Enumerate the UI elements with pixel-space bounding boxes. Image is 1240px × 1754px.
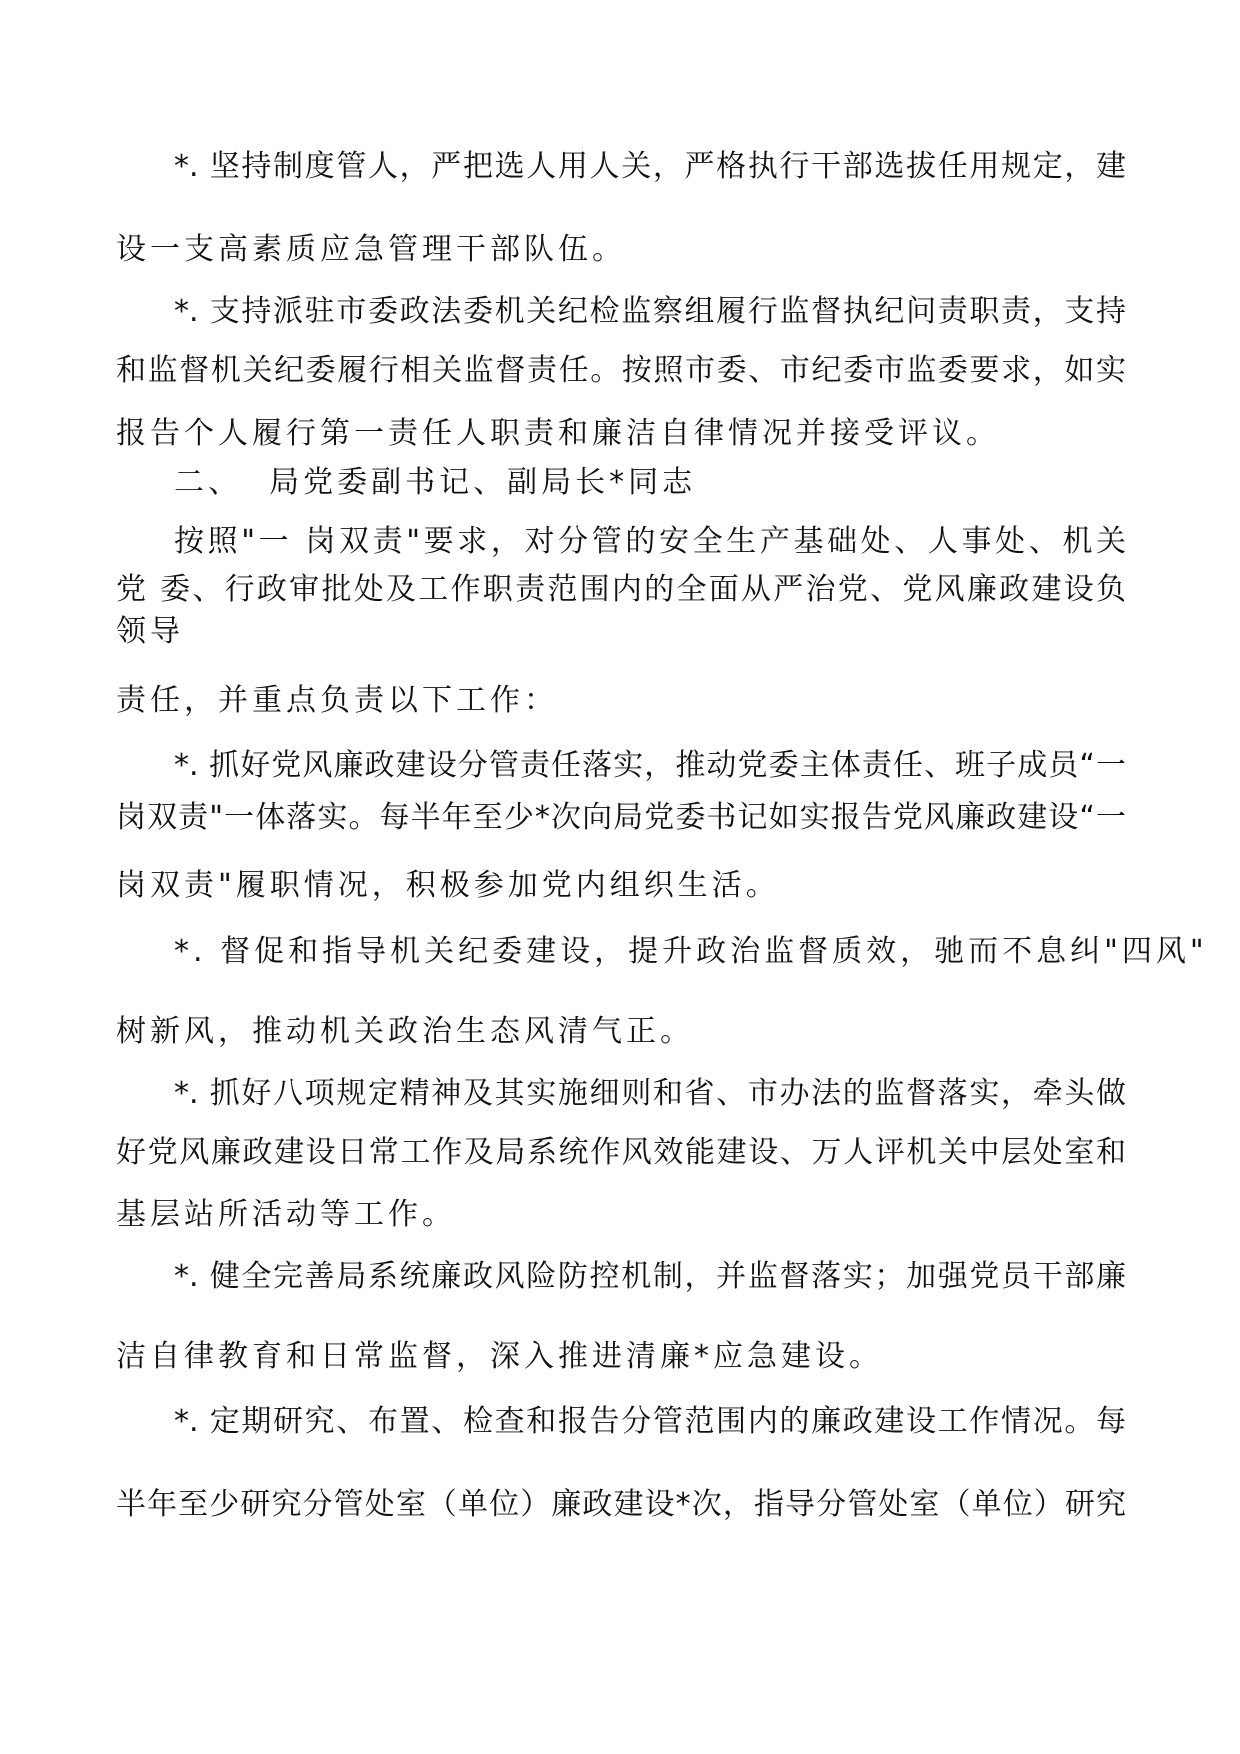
section-heading: 二、 局党委副书记、副局长*同志 <box>174 465 697 500</box>
paragraph-line: 树新风，推动机关政治生态风清气正。 <box>116 1014 694 1049</box>
paragraph-line: 好党风廉政建设日常工作及局系统作风效能建设、万人评机关中层处室和 <box>116 1135 1126 1170</box>
paragraph-line: *. 支持派驻市委政法委机关纪检监察组履行监督执纪问责职责，支持 <box>174 294 1126 329</box>
paragraph-line: *. 抓好党风廉政建设分管责任落实，推动党委主体责任、班子成员“一 <box>174 748 1126 783</box>
paragraph-line: 责任，并重点负责以下工作： <box>116 683 558 718</box>
paragraph-line: 党 委、行政审批处及工作职责范围内的全面从严治党、党风廉政建设负 <box>116 572 1126 607</box>
paragraph-line: 岗双责"履职情况，积极参加党内组织生活。 <box>116 868 780 903</box>
paragraph-line: 半年至少研究分管处室（单位）廉政建设*次，指导分管处室（单位）研究 <box>116 1487 1126 1522</box>
paragraph-line: *. 健全完善局系统廉政风险防控机制，并监督落实；加强党员干部廉 <box>174 1259 1126 1294</box>
paragraph-line: 和监督机关纪委履行相关监督责任。按照市委、市纪委市监委要求，如实 <box>116 353 1126 388</box>
paragraph-line: 洁自律教育和日常监督，深入推进清廉*应急建设。 <box>116 1339 883 1374</box>
paragraph-line: 领导 <box>116 614 184 649</box>
paragraph-line: 按照"一 岗双责"要求，对分管的安全生产基础处、人事处、机关 <box>174 524 1126 559</box>
paragraph-line: *. 定期研究、布置、检查和报告分管范围内的廉政建设工作情况。每 <box>174 1404 1126 1439</box>
paragraph-line: 岗双责"一体落实。每半年至少*次向局党委书记如实报告党风廉政建设“一 <box>116 800 1126 835</box>
paragraph-line: 基层站所活动等工作。 <box>116 1197 456 1232</box>
paragraph-line: *. 抓好八项规定精神及其实施细则和省、市办法的监督落实，牵头做 <box>174 1076 1126 1111</box>
paragraph-line: *. 坚持制度管人，严把选人用人关，严格执行干部选拔任用规定，建 <box>174 149 1126 184</box>
paragraph-line: 设一支高素质应急管理干部队伍。 <box>116 232 626 267</box>
paragraph-line: 报告个人履行第一责任人职责和廉洁自律情况并接受评议。 <box>116 416 1000 451</box>
paragraph-line: *. 督促和指导机关纪委建设，提升政治监督质效，驰而不息纠"四风" <box>174 934 1208 969</box>
